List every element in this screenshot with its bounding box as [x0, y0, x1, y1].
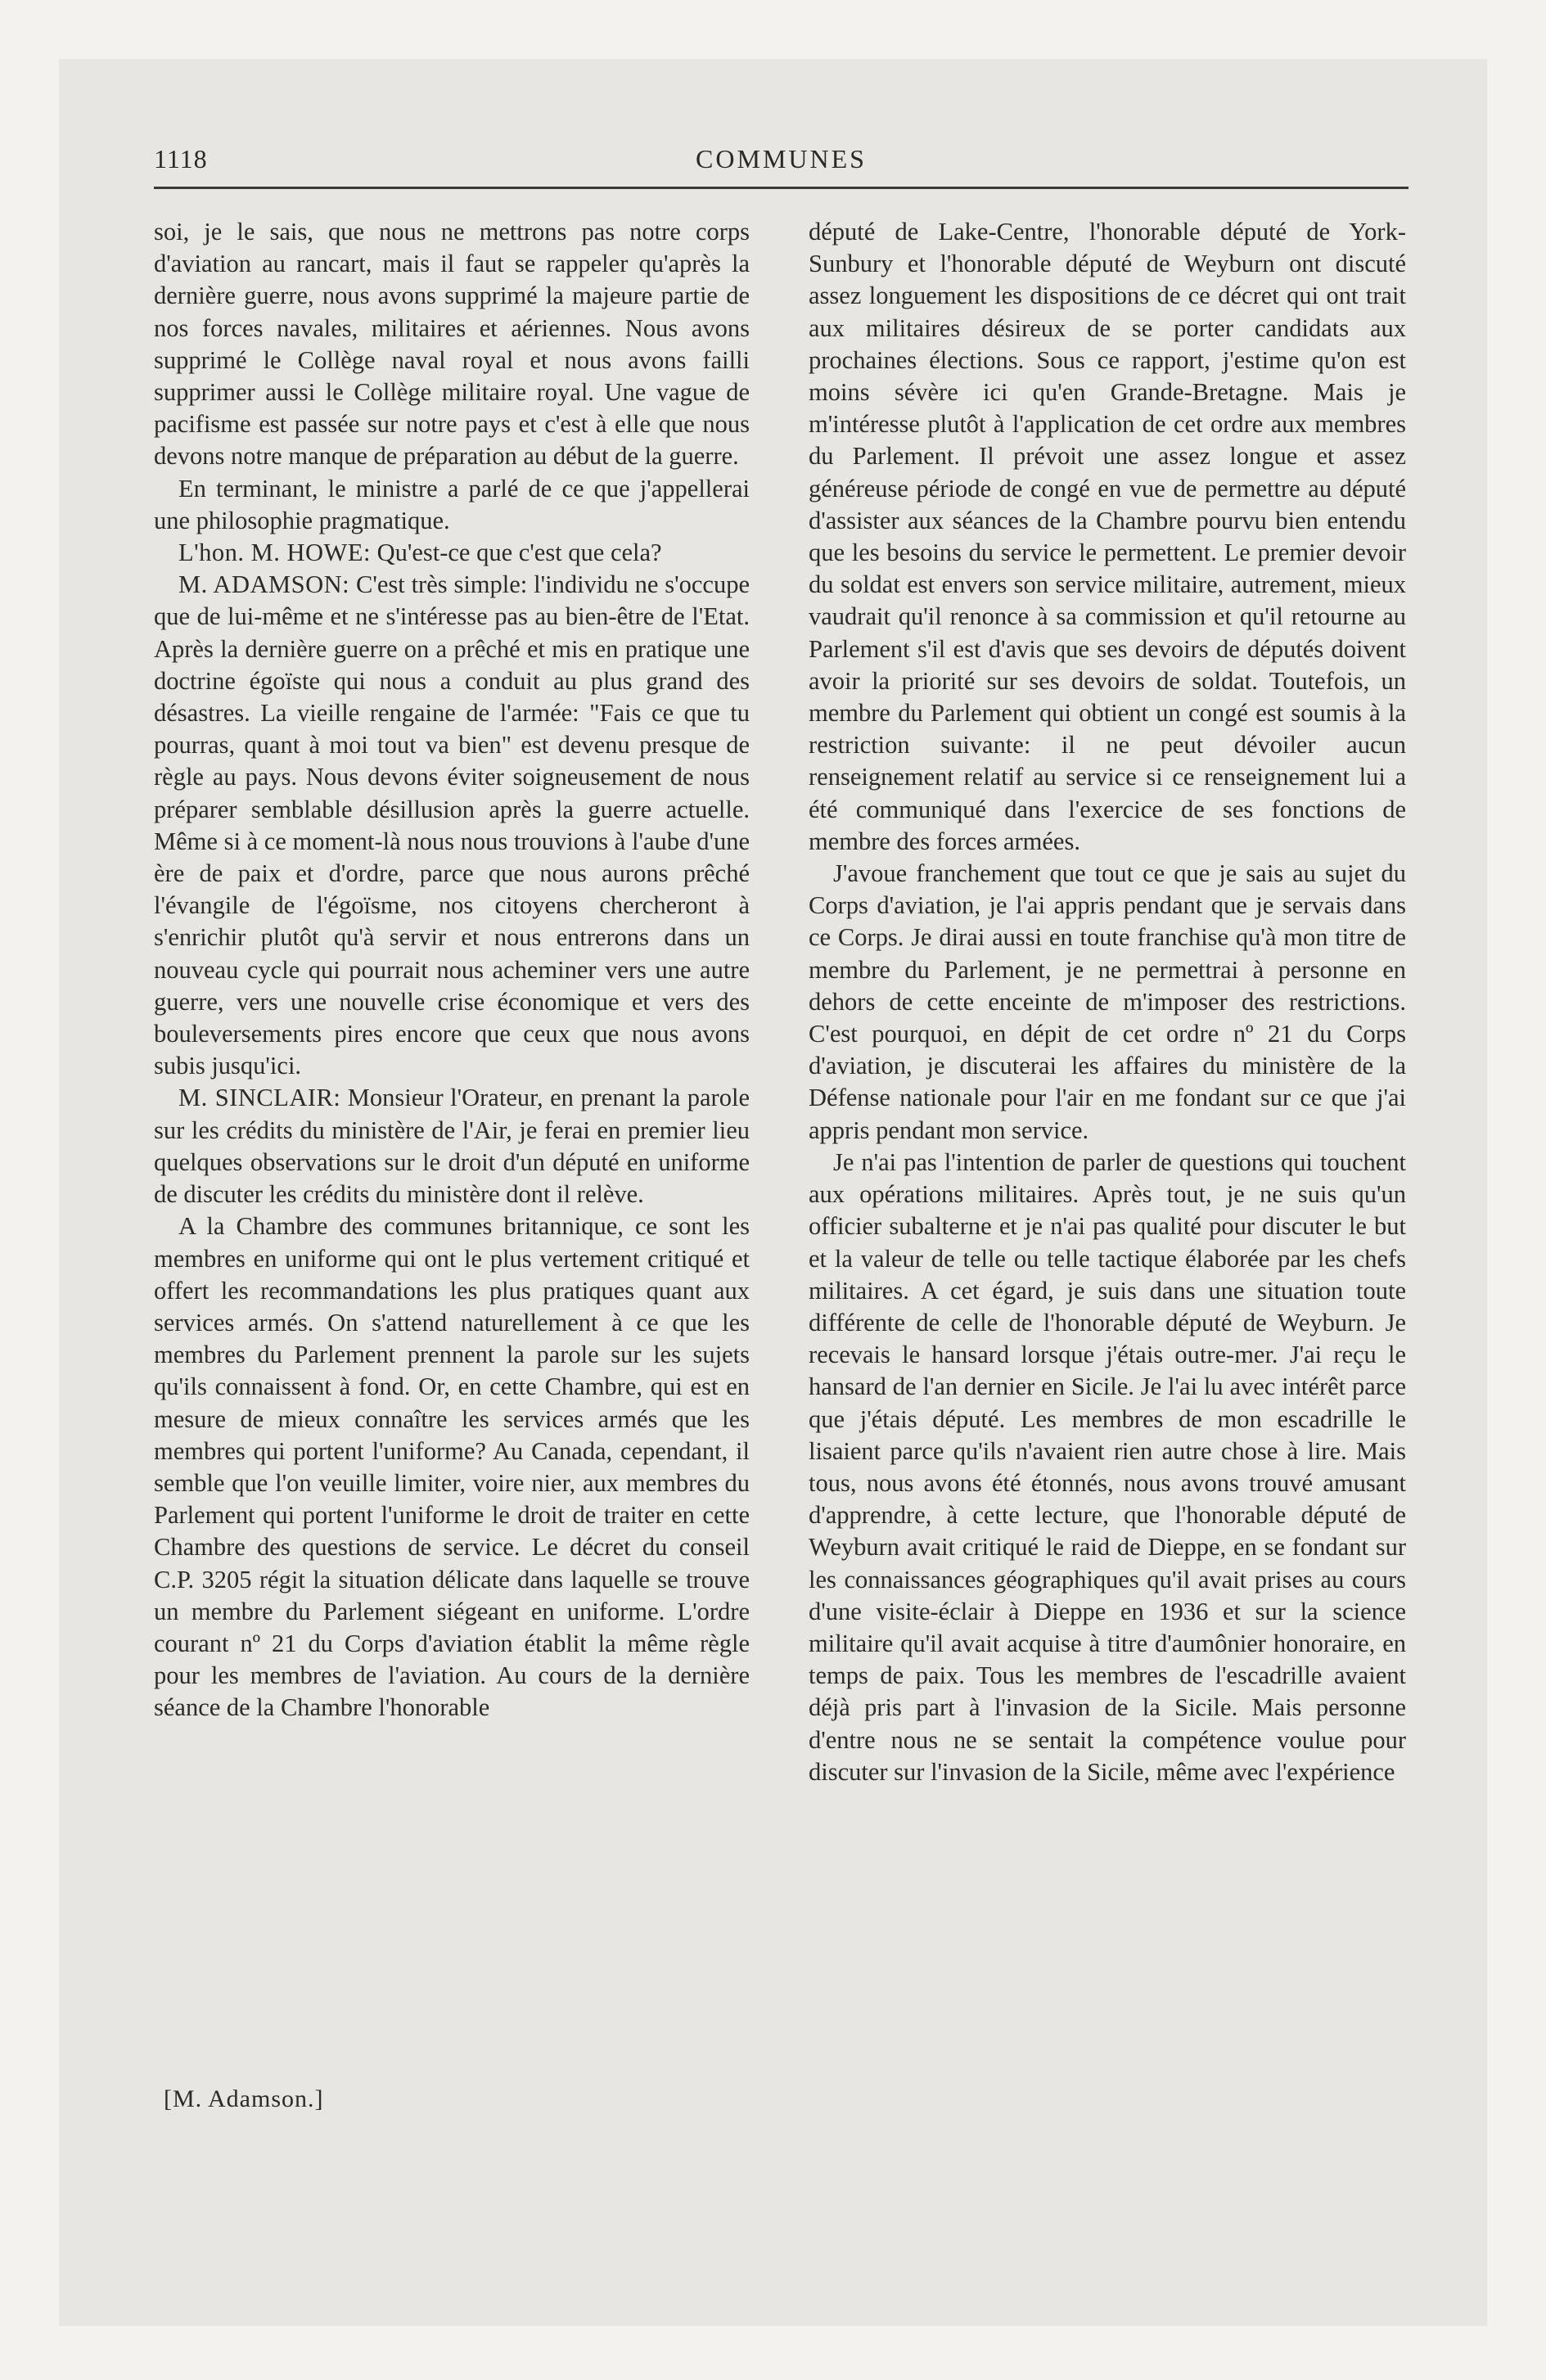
left-column: [154, 216, 750, 1724]
speaker-name: M. ADAMSON:: [178, 570, 350, 599]
speech-paragraph: [154, 537, 750, 569]
speech-paragraph: [154, 1082, 750, 1210]
paragraph: En terminant, le ministre a parlé de ce que j'appellerai une philosophie pragmatique.: [154, 474, 750, 534]
speaker-attribution: [M. Adamson.]: [164, 2085, 324, 2112]
speaker-name: L'hon. M. HOWE:: [178, 539, 371, 567]
page-header: [154, 144, 1409, 185]
paragraph: député de Lake-Centre, l'honorable député de York-Sunbury et l'honorable député de Weyburn ont discuté assez longuement les dispositions de ce décret qui ont trait aux militaires désireux de se porter candidats aux prochaines élections. Sous ce rapport, j'estime qu'on est moins sévère ici qu'en Grande-Bretagne. Mais je m'intéresse plutôt à l'application de cet ordre aux membres du Parlement. Il prévoit une assez longue et assez généreuse période de congé en vue de permettre au député d'assister aux séances de la Chambre pourvu bien entendu que les besoins du service le permettent. Le premier devoir du soldat est envers son service militaire, autrement, mieux vaudrait qu'il renonce à sa commission et qu'il retourne au Parlement s'il est d'avis que ses devoirs de députés doivent avoir la priorité sur ses devoirs de soldat. Toutefois, un membre du Parlement qui obtient un congé est soumis à la restriction suivante: il ne peut dévoiler aucun renseignement relatif au service si ce renseignement lui a été communiqué dans l'exercice de ses fonctions de membre des forces armées.: [809, 218, 1406, 855]
paragraph: soi, je le sais, que nous ne mettrons pas notre corps d'aviation au rancart, mais il faut se rappeler qu'après la dernière guerre, nous avons supprimé la majeure partie de nos forces navales, militaires et aériennes. Nous avons supprimé le Collège naval royal et nous avons failli supprimer aussi le Collège militaire royal. Une vague de pacifisme est passée sur notre pays et c'est à elle que nous devons notre manque de préparation au début de la guerre.: [154, 218, 750, 471]
page-number: 1118: [154, 144, 208, 174]
paragraph: A la Chambre des communes britannique, ce sont les membres en uniforme qui ont le plus vertement critiqué et offert les recommandations les plus pratiques quant aux services armés. On s'attend naturellement à ce que les membres du Parlement prennent la parole sur les sujets qu'ils connaissent à fond. Or, en cette Chambre, qui est en mesure de mieux connaître les services armés que les membres qui portent l'uniforme? Au Canada, cependant, il semble que l'on veuille limiter, voire nier, aux membres du Parlement qui portent l'uniforme le droit de traiter en cette Chambre des questions de service. Le décret du conseil C.P. 3205 régit la situation délicate dans laquelle se trouve un membre du Parlement siégeant en uniforme. L'ordre courant nº 21 du Corps d'aviation établit la même règle pour les membres de l'aviation. Au cours de la dernière séance de la Chambre l'honorable: [154, 1212, 750, 1722]
paragraph: J'avoue franchement que tout ce que je sais au sujet du Corps d'aviation, je l'ai appris pendant que je servais dans ce Corps. Je dirai aussi en toute franchise qu'à mon titre de membre du Parlement, je ne permettrai à personne en dehors de cette enceinte de m'imposer des restrictions. C'est pourquoi, en dépit de cet ordre nº 21 du Corps d'aviation, je discuterai les affaires du ministère de la Défense nationale pour l'air en me fondant sur ce que j'ai appris pendant mon service.: [809, 859, 1406, 1144]
running-title: COMMUNES: [696, 144, 867, 174]
speaker-name: M. SINCLAIR:: [178, 1084, 341, 1112]
paragraph: Je n'ai pas l'intention de parler de questions qui touchent aux opérations militaires. Après tout, je ne suis qu'un officier subalterne et je n'ai pas qualité pour discuter le but et la valeur de telle ou telle tactique élaborée par les chefs militaires. A cet égard, je suis dans une situation toute différente de celle de l'honorable député de Weyburn. Je recevais le hansard lorsque j'étais outre-mer. J'ai reçu le hansard de l'an dernier en Sicile. Je l'ai lu avec intérêt parce que j'étais député. Les membres de mon escadrille le lisaient parce qu'ils n'avaient rien autre chose à lire. Mais tous, nous avons été étonnés, nous avons trouvé amusant d'apprendre, à cette lecture, que l'honorable député de Weyburn avait critiqué le raid de Dieppe, en se fondant sur les connaissances géographiques qu'il avait prises au cours d'une visite-éclair à Dieppe en 1936 et sur la science militaire qu'il avait acquise à titre d'aumônier honoraire, en temps de paix. Tous les membres de l'escadrille avaient déjà pris part à l'invasion de la Sicile. Mais personne d'entre nous ne se sentait la compétence voulue pour discuter sur l'invasion de la Sicile, même avec l'expérience: [809, 1147, 1406, 1786]
speech-paragraph: [154, 569, 750, 1082]
speech-text: Monsieur l'Orateur, en prenant la parole sur les crédits du ministère de l'Air, je ferai en premier lieu quelques observations sur le droit d'un député en uniforme de discuter les crédits du ministère dont il relève.: [154, 1084, 750, 1209]
speech-text: Qu'est-ce que c'est que cela?: [370, 539, 662, 567]
header-rule: [154, 187, 1409, 189]
speech-text: C'est très simple: l'individu ne s'occupe que de lui-même et ne s'intéresse pas au bien-être de l'Etat. Après la dernière guerre on a prêché et mis en pratique une doctrine égoïste qui nous a conduit au plus grand des désastres. La vieille rengaine de l'armée: "Fais ce que tu pourras, quant à moi tout va bien" est devenu presque de règle au pays. Nous devons éviter soigneusement de nous préparer semblable désillusion après la guerre actuelle. Même si à ce moment-là nous nous trouvions à l'aube d'une ère de paix et d'ordre, parce que nous aurons prêché l'évangile de l'égoïsme, nos citoyens chercheront à s'enrichir plutôt qu'à servir et nous entrerons dans un nouveau cycle qui pourrait nous acheminer vers une autre guerre, vers une nouvelle crise économique et vers des bouleversements pires encore que ceux que nous avons subis jusqu'ici.: [154, 570, 750, 1080]
right-column: [809, 216, 1406, 1788]
